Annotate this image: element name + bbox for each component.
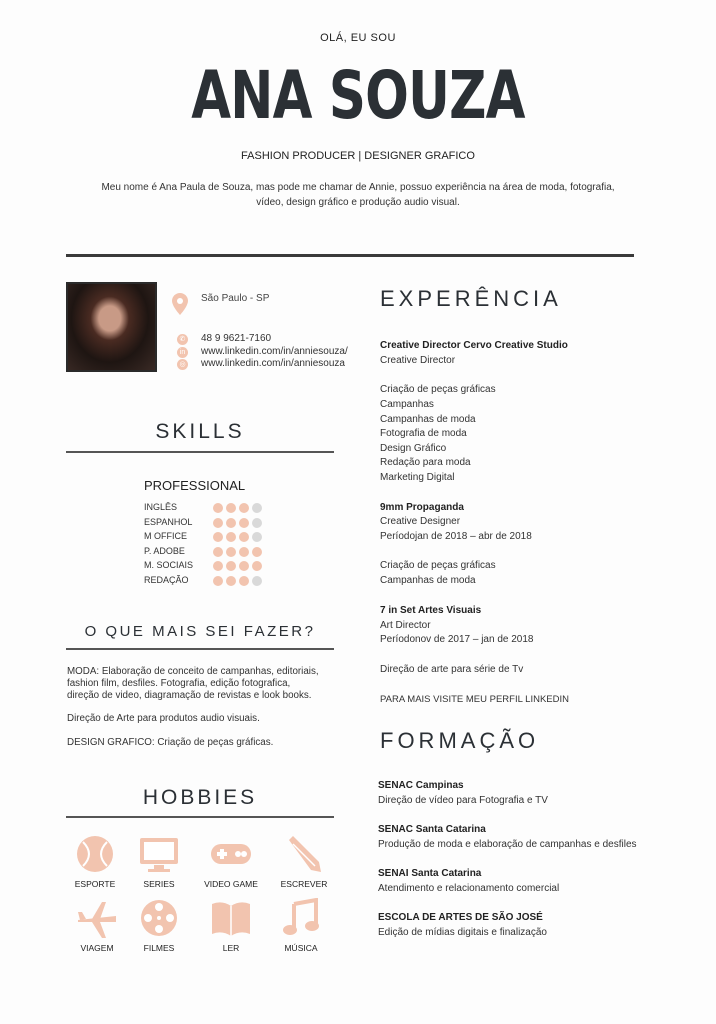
person-role: FASHION PRODUCER | DESIGNER GRAFICO [241,150,475,162]
linkedin-cta[interactable]: PARA MAIS VISITE MEU PERFIL LINKEDIN [380,694,569,705]
hobby-label: FILMES [143,943,175,953]
more-skills-paragraph: DESIGN GRAFICO: Criação de peças gráficas. [67,737,274,748]
location-pin-icon [172,293,188,315]
header-divider [66,254,634,257]
rating-dot-filled [213,518,223,528]
rating-dot-filled [239,547,249,557]
job-company: 7 in Set Artes Visuais [380,605,482,616]
job-period: Períodojan de 2018 – abr de 2018 [380,531,532,542]
skill-rating [213,532,262,542]
web-icon: ◎ [177,359,188,370]
experience-title: EXPERÊNCIA [380,286,562,311]
skill-name: ESPANHOL [144,516,193,527]
rating-dot-filled [239,561,249,571]
linkedin-icon: in [177,347,188,358]
skill-rating [213,518,262,528]
skill-rating [213,547,262,557]
hobby-label: MÚSICA [284,943,318,953]
job-task: Direção de arte para série de Tv [380,664,524,675]
education-school: SENAC Campinas [378,780,464,791]
education-course: Edição de mídias digitais e finalização [378,927,547,938]
rating-dot-filled [226,518,236,528]
education-school: SENAC Santa Catarina [378,824,486,835]
hobby-label: SERIES [143,879,175,889]
job-period: Períodonov de 2017 – jan de 2018 [380,634,534,645]
phone-icon: ✆ [177,334,188,345]
rating-dot-filled [239,576,249,586]
skill-rating [213,503,262,513]
tv-icon [138,834,180,874]
text-line: fashion film, desfiles. Fotografia, edição fotografica, [67,678,291,689]
rating-dot-filled [239,532,249,542]
job-task: Redação para moda [380,457,471,468]
music-note-icon [280,898,322,938]
rating-dot-filled [226,561,236,571]
skill-rating [213,576,262,586]
contact-linkedin-alt[interactable]: www.linkedin.com/in/anniesouza [201,358,345,369]
skill-name: M. SOCIAIS [144,560,194,571]
intro-line: Meu nome é Ana Paula de Souza, mas pode me chamar de Annie, possuo experiência na área de moda, fotografia, [101,182,615,193]
contact-linkedin[interactable]: www.linkedin.com/in/anniesouza/ [201,346,348,357]
skills-divider [66,451,334,453]
skill-name: P. ADOBE [144,545,185,556]
rating-dot-filled [213,576,223,586]
job-task: Marketing Digital [380,472,455,483]
job-task: Fotografia de moda [380,428,467,439]
hobby-label: VIDEO GAME [204,879,258,889]
job-task: Campanhas [380,399,434,410]
hobby-label: ESPORTE [74,879,116,889]
rating-dot-filled [213,503,223,513]
pencil-icon [283,834,325,874]
job-task: Criação de peças gráficas [380,384,496,395]
rating-dot-empty [252,503,262,513]
job-position: Art Director [380,620,431,631]
more-skills-divider [66,648,334,650]
skill-rating [213,561,262,571]
skill-name: M OFFICE [144,531,187,542]
ball-icon [74,834,116,874]
rating-dot-empty [252,576,262,586]
job-task: Criação de peças gráficas [380,560,496,571]
rating-dot-filled [226,547,236,557]
greeting: OLÁ, EU SOU [320,32,396,44]
more-skills-paragraph: Direção de Arte para produtos audio visuais. [67,713,260,724]
more-skills-title: O QUE MAIS SEI FAZER? [84,623,316,640]
hobbies-title: HOBBIES [142,786,258,809]
hobby-label: ESCREVER [280,879,328,889]
rating-dot-filled [213,561,223,571]
job-position: Creative Director [380,355,456,366]
rating-dot-filled [226,532,236,542]
education-course: Produção de moda e elaboração de campanhas e desfiles [378,839,637,850]
education-course: Direção de vídeo para Fotografia e TV [378,795,548,806]
more-skills-paragraph [67,666,347,702]
contact-city: São Paulo - SP [201,293,270,304]
contact-phone: 48 9 9621-7160 [201,333,272,344]
rating-dot-empty [252,532,262,542]
intro-line: vídeo, design gráfico e produção audio visual. [256,197,460,208]
gamepad-icon [210,834,252,874]
skills-title: SKILLS [155,420,245,443]
intro-text [70,180,646,210]
job-company: 9mm Propaganda [380,502,464,513]
education-school: SENAI Santa Catarina [378,868,482,879]
hobby-label: LER [222,943,240,953]
hobby-label: VIAGEM [80,943,114,953]
rating-dot-filled [213,547,223,557]
airplane-icon [76,900,118,940]
hobbies-divider [66,816,334,818]
skill-name: REDAÇÃO [144,575,189,585]
book-icon [210,898,252,938]
rating-dot-filled [226,503,236,513]
job-company: Creative Director Cervo Creative Studio [380,340,568,351]
education-title: FORMAÇÃO [380,728,540,753]
job-task: Design Gráfico [380,443,447,454]
person-name: ANA SOUZA [191,57,525,134]
education-school: ESCOLA DE ARTES DE SÃO JOSÉ [378,912,543,923]
rating-dot-empty [252,518,262,528]
rating-dot-filled [252,561,262,571]
education-course: Atendimento e relacionamento comercial [378,883,560,894]
text-line: MODA: Elaboração de conceito de campanhas, editoriais, [67,666,319,677]
rating-dot-filled [226,576,236,586]
job-position: Creative Designer [380,516,461,527]
film-reel-icon [138,898,180,938]
skill-name: INGLÊS [144,502,178,512]
job-task: Campanhas de moda [380,414,476,425]
text-line: direção de video, diagramação de revistas e look books. [67,690,312,701]
profile-photo [66,282,157,372]
skills-subtitle: PROFESSIONAL [144,478,246,493]
job-task: Campanhas de moda [380,575,476,586]
rating-dot-filled [239,518,249,528]
rating-dot-filled [239,503,249,513]
rating-dot-filled [252,547,262,557]
rating-dot-filled [213,532,223,542]
